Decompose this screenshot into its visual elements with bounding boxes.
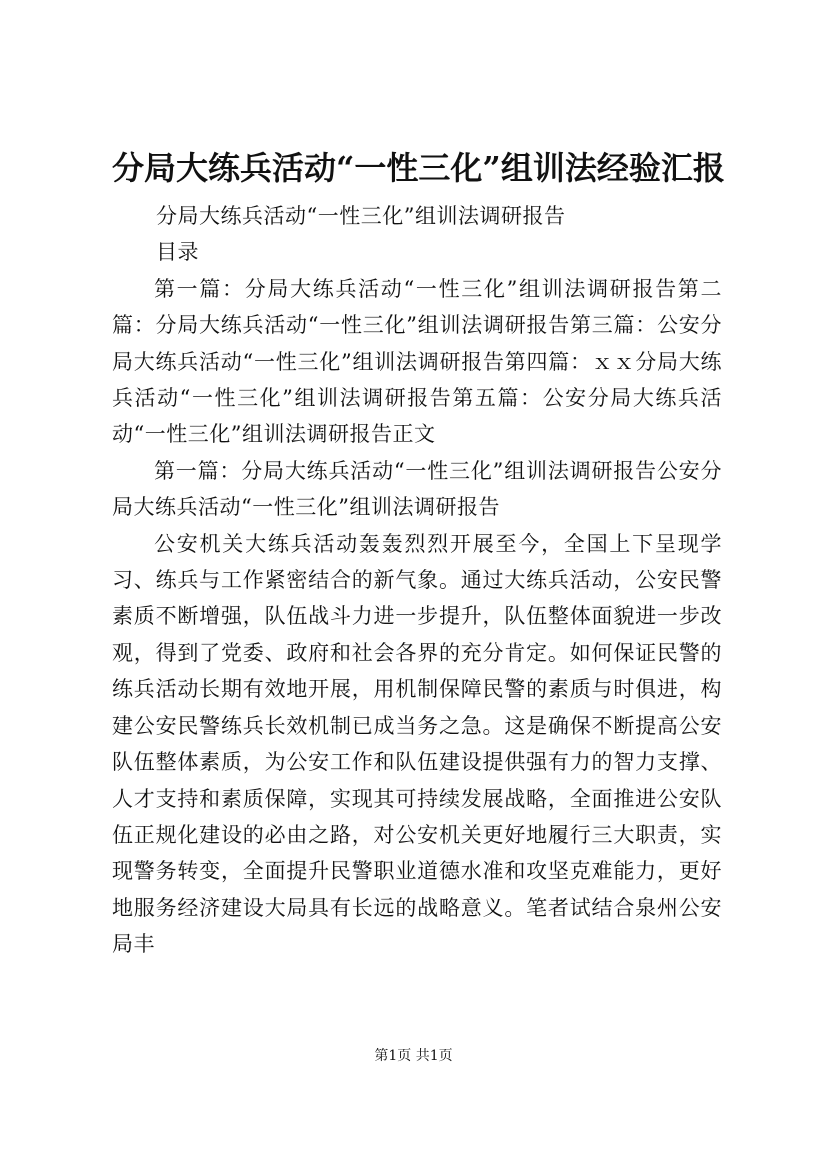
body-paragraph: 公安机关大练兵活动轰轰烈烈开展至今，全国上下呈现学习、练兵与工作紧密结合的新气象。通过大练兵活动，公安民警素质不断增强，队伍战斗力进一步提升，队伍整体面貌进一步改观，得到了党委、政府和社会各界的充分肯定。如何保证民警的练兵活动长期有效地开展，用机制保障民警的素质与时俱进，构建公安民警练兵长效机制已成当务之急。这是确保不断提高公安队伍整体素质，为公安工作和队伍建设提供强有力的智力支撑、人才支持和素质保障，实现其可持续发展战略，全面推进公安队伍正规化建设的必由之路，对公安机关更好地履行三大职责，实现警务转变，全面提升民警职业道德水准和攻坚克难能力，更好地服务经济建设大局具有长远的战略意义。笔者试结合泉州公安局丰 (112, 531, 722, 957)
toc-text: 第一篇：分局大练兵活动“一性三化”组训法调研报告第二篇：分局大练兵活动“一性三化”组训法调研报告第三篇：公安分局大练兵活动“一性三化”组训法调研报告第四篇：ｘｘ分局大练兵活动“一性三化”组训法调研报告第五篇：公安分局大练兵活动“一性三化”组训法调研报告正文 (112, 276, 722, 447)
page-footer: 第1页 共1页 (374, 1048, 453, 1064)
toc-label: 目录 (156, 240, 199, 265)
document-body (112, 198, 722, 963)
section-heading: 第一篇：分局大练兵活动“一性三化”组训法调研报告公安分局大练兵活动“一性三化”组训法调研报告 (112, 458, 722, 520)
document-title: 分局大练兵活动“一性三化”组训法经验汇报 (112, 149, 725, 187)
document-subtitle: 分局大练兵活动“一性三化”组训法调研报告 (156, 204, 566, 228)
